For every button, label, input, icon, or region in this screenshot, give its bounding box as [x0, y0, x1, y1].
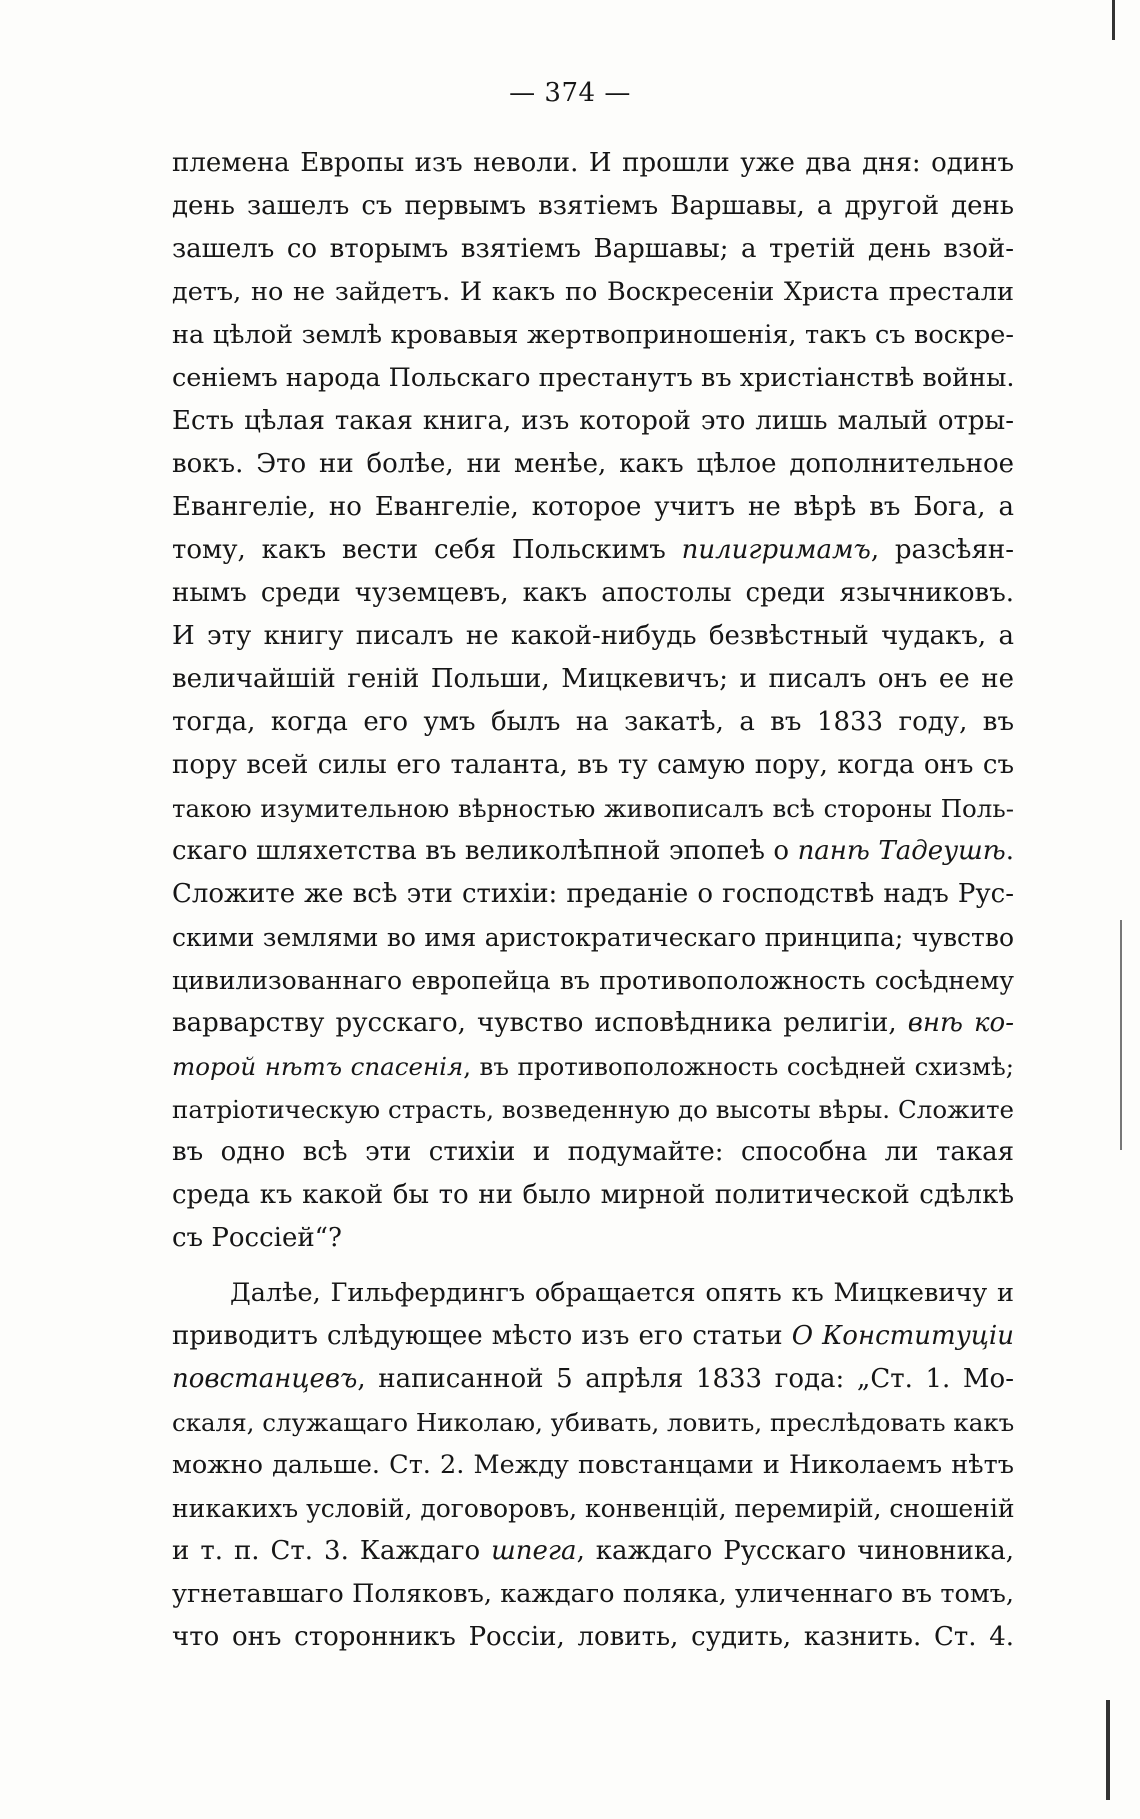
text-line	[172, 830, 1014, 873]
text-line	[172, 1401, 1014, 1444]
text-segment: .	[1005, 836, 1014, 866]
page-number: — 374 —	[509, 78, 631, 108]
text-segment: и т. п. Ст. 3. Каждаго	[172, 1536, 492, 1566]
text-line	[172, 1272, 1014, 1315]
text-segment: варварству русскаго, чувство исповѣдника религіи,	[172, 1008, 908, 1038]
text-line	[172, 529, 1014, 572]
text-segment: такою изумительною вѣрностью живописалъ всѣ стороны Поль-	[172, 794, 1014, 823]
text-line	[172, 1444, 1014, 1487]
text-segment: въ одно всѣ эти стихіи и подумайте: способна ли такая	[172, 1137, 1014, 1167]
text-segment: зашелъ со вторымъ взятіемъ Варшавы; а третій день взой-	[172, 234, 1014, 264]
scan-edge-mark-bottom	[1106, 1700, 1110, 1800]
text-segment: Евангеліе, но Евангеліе, которое учитъ не вѣрѣ въ Бога, а	[172, 492, 1014, 522]
text-line	[172, 1131, 1014, 1174]
text-line	[172, 658, 1014, 701]
text-line	[172, 1088, 1014, 1131]
text-segment: , каждаго Русскаго чиновника,	[576, 1536, 1014, 1566]
text-line	[172, 1358, 1014, 1401]
text-segment: тогда, когда его умъ былъ на закатѣ, а въ 1833 году, въ	[172, 707, 1014, 737]
text-segment: день зашелъ съ первымъ взятіемъ Варшавы, а другой день	[172, 191, 1014, 221]
text-segment: , разсѣян-	[870, 535, 1014, 565]
text-line	[172, 1002, 1014, 1045]
text-line	[172, 1217, 1014, 1260]
text-segment: пору всей силы его таланта, въ ту самую пору, когда онъ съ	[172, 750, 1014, 780]
text-segment: никакихъ условій, договоровъ, конвенцій, перемирій, сношеній	[172, 1494, 1015, 1523]
text-line	[172, 787, 1014, 830]
text-segment: нымъ среди чуземцевъ, какъ апостолы среди язычниковъ.	[172, 578, 1014, 608]
scan-edge-mark-top	[1112, 0, 1115, 40]
text-line	[172, 1174, 1014, 1217]
text-segment: И эту книгу писалъ не какой-нибудь безвѣстный чудакъ, а	[172, 621, 1014, 651]
text-segment: Есть цѣлая такая книга, изъ которой это лишь малый отры-	[172, 406, 1014, 436]
text-line	[172, 615, 1014, 658]
text-line	[172, 443, 1014, 486]
text-line	[172, 1487, 1014, 1530]
text-line	[172, 228, 1014, 271]
text-segment: что онъ сторонникъ Россіи, ловить, судить, казнить. Ст. 4.	[172, 1622, 1014, 1652]
italic-segment: внѣ ко-	[907, 1008, 1014, 1038]
text-line	[172, 873, 1014, 916]
text-line	[172, 1530, 1014, 1573]
text-line	[172, 572, 1014, 615]
text-line	[172, 701, 1014, 744]
text-segment: Сложите же всѣ эти стихіи: преданіе о господствѣ надъ Рус-	[172, 879, 1014, 909]
italic-segment: повстанцевъ	[172, 1364, 358, 1394]
text-segment: скаля, служащаго Николаю, убивать, ловить, преслѣдовать какъ	[172, 1408, 1015, 1437]
text-line	[172, 1573, 1014, 1616]
text-segment: цивилизованнаго европейца въ противоположность сосѣднему	[172, 966, 1014, 995]
body-text	[172, 142, 1014, 1659]
text-line	[172, 400, 1014, 443]
text-line	[172, 486, 1014, 529]
text-segment: , въ противоположность сосѣдней схизмѣ;	[463, 1052, 1014, 1081]
text-line	[172, 271, 1014, 314]
text-line	[172, 916, 1014, 959]
text-line	[172, 959, 1014, 1002]
text-segment: съ Россіей“?	[172, 1223, 342, 1253]
italic-segment: пилигримамъ	[681, 535, 871, 565]
italic-segment: панѣ Тадеушѣ	[797, 836, 1006, 866]
text-segment: приводитъ слѣдующее мѣсто изъ его статьи	[172, 1321, 792, 1351]
text-segment: тому, какъ вести себя Польскимъ	[172, 535, 682, 565]
text-segment: сеніемъ народа Польскаго престанутъ въ христіанствѣ войны.	[172, 363, 1015, 393]
text-segment: величайшій геній Польши, Мицкевичъ; и писалъ онъ ее не	[172, 664, 1014, 694]
text-segment: детъ, но не зайдетъ. И какъ по Воскресеніи Христа престали	[172, 277, 1014, 307]
text-segment: племена Европы изъ неволи. И прошли уже два дня: одинъ	[172, 148, 1014, 178]
italic-segment: О Конституціи	[791, 1321, 1014, 1351]
text-line	[172, 142, 1014, 185]
text-line	[172, 1045, 1014, 1088]
text-segment: вокъ. Это ни болѣе, ни менѣе, какъ цѣлое дополнительное	[172, 449, 1014, 479]
italic-segment: шпега	[491, 1536, 577, 1566]
text-segment: угнетавшаго Поляковъ, каждаго поляка, уличеннаго въ томъ,	[172, 1579, 1014, 1609]
text-line	[172, 1315, 1014, 1358]
text-segment: скаго шляхетства въ великолѣпной эпопеѣ о	[172, 836, 798, 866]
scan-edge-mark-middle	[1120, 920, 1122, 1150]
text-segment: скими землями во имя аристократическаго принципа; чувство	[172, 923, 1014, 952]
text-segment: патріотическую страсть, возведенную до высоты вѣры. Сложите	[172, 1095, 1014, 1124]
text-segment: на цѣлой землѣ кровавыя жертвоприношенія, такъ съ воскре-	[172, 320, 1014, 350]
italic-segment: торой нѣтъ спасенія	[172, 1052, 464, 1081]
text-line	[172, 744, 1014, 787]
text-line	[172, 1616, 1014, 1659]
text-line	[172, 314, 1014, 357]
text-segment: среда къ какой бы то ни было мирной политической сдѣлкѣ	[172, 1180, 1014, 1210]
text-line	[172, 185, 1014, 228]
text-segment: можно дальше. Ст. 2. Между повстанцами и Николаемъ нѣтъ	[172, 1450, 1014, 1480]
text-segment: , написанной 5 апрѣля 1833 года: „Ст. 1. Мо-	[357, 1364, 1014, 1394]
text-segment: Далѣе, Гильфердингъ обращается опять къ Мицкевичу и	[230, 1278, 1014, 1308]
text-line	[172, 357, 1014, 400]
